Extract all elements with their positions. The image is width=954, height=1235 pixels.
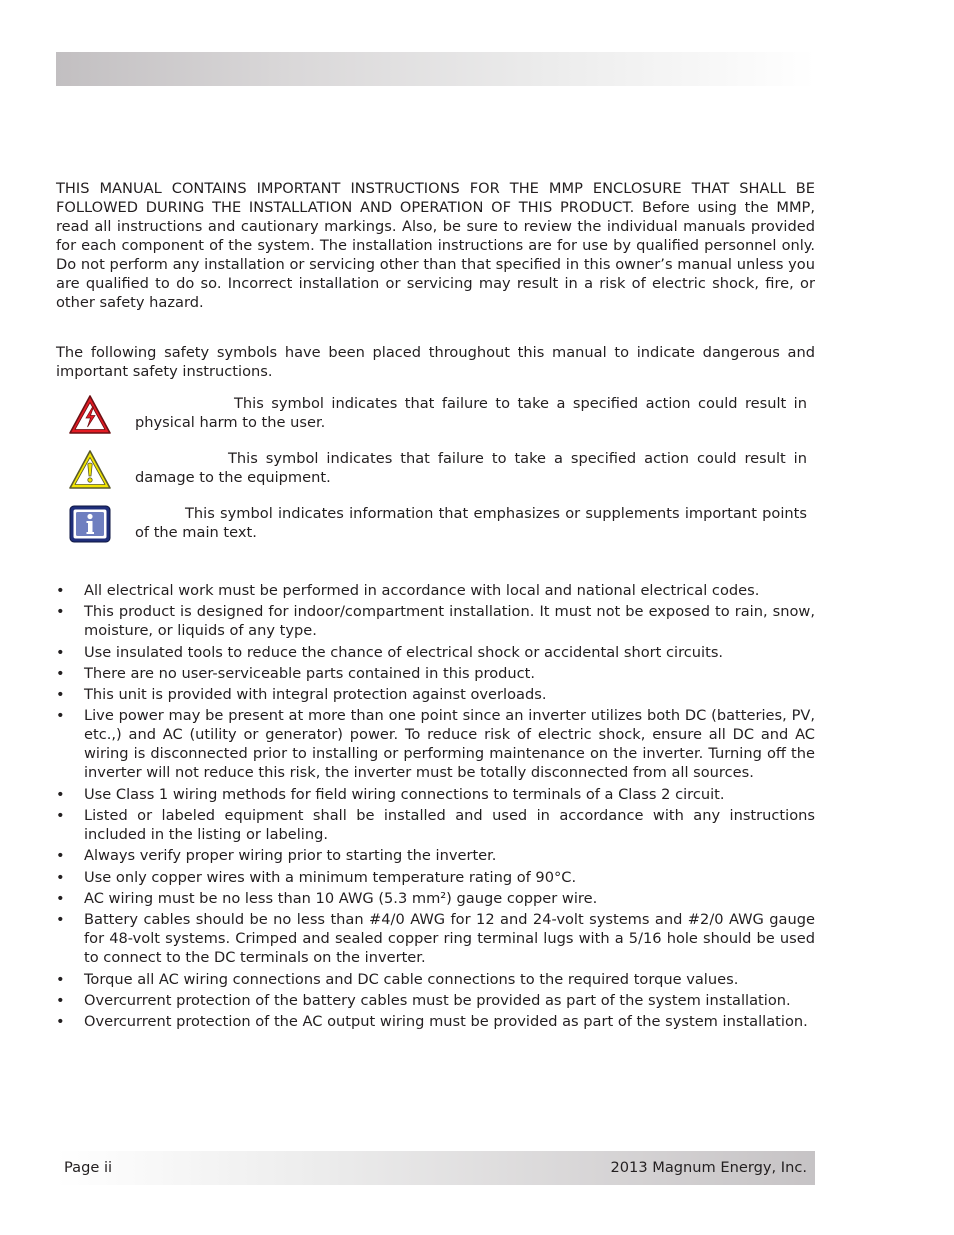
symbol-row-info (56, 504, 815, 548)
list-item: • AC wiring must be no less than 10 AWG (5.3 mm²) gauge copper wire. (56, 889, 815, 908)
info-icon (68, 505, 112, 547)
list-item: • Overcurrent protection of the battery cables must be provided as part of the system installation. (56, 991, 815, 1010)
header-band (56, 52, 816, 86)
list-item: • Use Class 1 wiring methods for field wiring connections to terminals of a Class 2 circuit. (56, 785, 815, 804)
safety-bullet-list (56, 581, 815, 1033)
symbol-text-danger: This symbol indicates that failure to take a specified action could result in physical harm to the user. (135, 395, 807, 431)
electric-hazard-icon (68, 394, 112, 436)
symbol-text-info: This symbol indicates information that emphasizes or supplements important points of the main text. (135, 505, 807, 541)
symbol-row-danger (56, 394, 815, 438)
list-item: • Use insulated tools to reduce the chance of electrical shock or accidental short circuits. (56, 643, 815, 662)
caution-icon (68, 449, 112, 491)
symbols-intro: The following safety symbols have been placed throughout this manual to indicate dangerous and important safety instructions. (56, 344, 815, 380)
list-item: • Battery cables should be no less than #4/0 AWG for 12 and 24-volt systems and #2/0 AWG gauge for 48-volt systems. Crimped and sealed copper ring terminal lugs with a 5/16 hole should be used to connect to the DC terminals on the inverter. (56, 910, 815, 967)
list-item: • Overcurrent protection of the AC output wiring must be provided as part of the system installation. (56, 1012, 815, 1031)
symbol-text-caution: This symbol indicates that failure to take a specified action could result in damage to the equipment. (135, 450, 807, 486)
list-item: • Always verify proper wiring prior to starting the inverter. (56, 846, 815, 865)
intro-paragraph: THIS MANUAL CONTAINS IMPORTANT INSTRUCTIONS FOR THE MMP ENCLOSURE THAT SHALL BE FOLLOWED DURING THE INSTALLATION AND OPERATION OF THIS PRODUCT. Before using the MMP, read all instructions and cautionary markings. Also, be sure to review the individual manuals provided for each component of the system. The installation instructions are for use by qualified personnel only. Do not perform any installation or servicing other than that specified in this owner’s manual unless you are qualified to do so. Incorrect installation or servicing may result in a risk of electric shock, fire, or other safety hazard. (56, 180, 815, 311)
page-number: Page ii (64, 1159, 113, 1176)
symbol-row-caution (56, 449, 815, 493)
list-item: • There are no user-serviceable parts contained in this product. (56, 664, 815, 683)
list-item: • All electrical work must be performed in accordance with local and national electrical codes. (56, 581, 815, 600)
list-item: • This product is designed for indoor/compartment installation. It must not be exposed to rain, snow, moisture, or liquids of any type. (56, 602, 815, 640)
list-item: • Listed or labeled equipment shall be installed and used in accordance with any instructions included in the listing or labeling. (56, 806, 815, 844)
list-item: • This unit is provided with integral protection against overloads. (56, 685, 815, 704)
list-item: • Use only copper wires with a minimum temperature rating of 90°C. (56, 868, 815, 887)
list-item: • Torque all AC wiring connections and DC cable connections to the required torque values. (56, 970, 815, 989)
footer-company: 2013 Magnum Energy, Inc. (610, 1159, 807, 1176)
list-item: • Live power may be present at more than one point since an inverter utilizes both DC (batteries, PV, etc.,) and AC (utility or generator) power. To reduce risk of electric shock, ensure all DC and AC wiring is disconnected prior to installing or performing maintenance on the inverter. Turning off the inverter will not reduce this risk, the inverter must be totally disconnected from all sources. (56, 706, 815, 782)
